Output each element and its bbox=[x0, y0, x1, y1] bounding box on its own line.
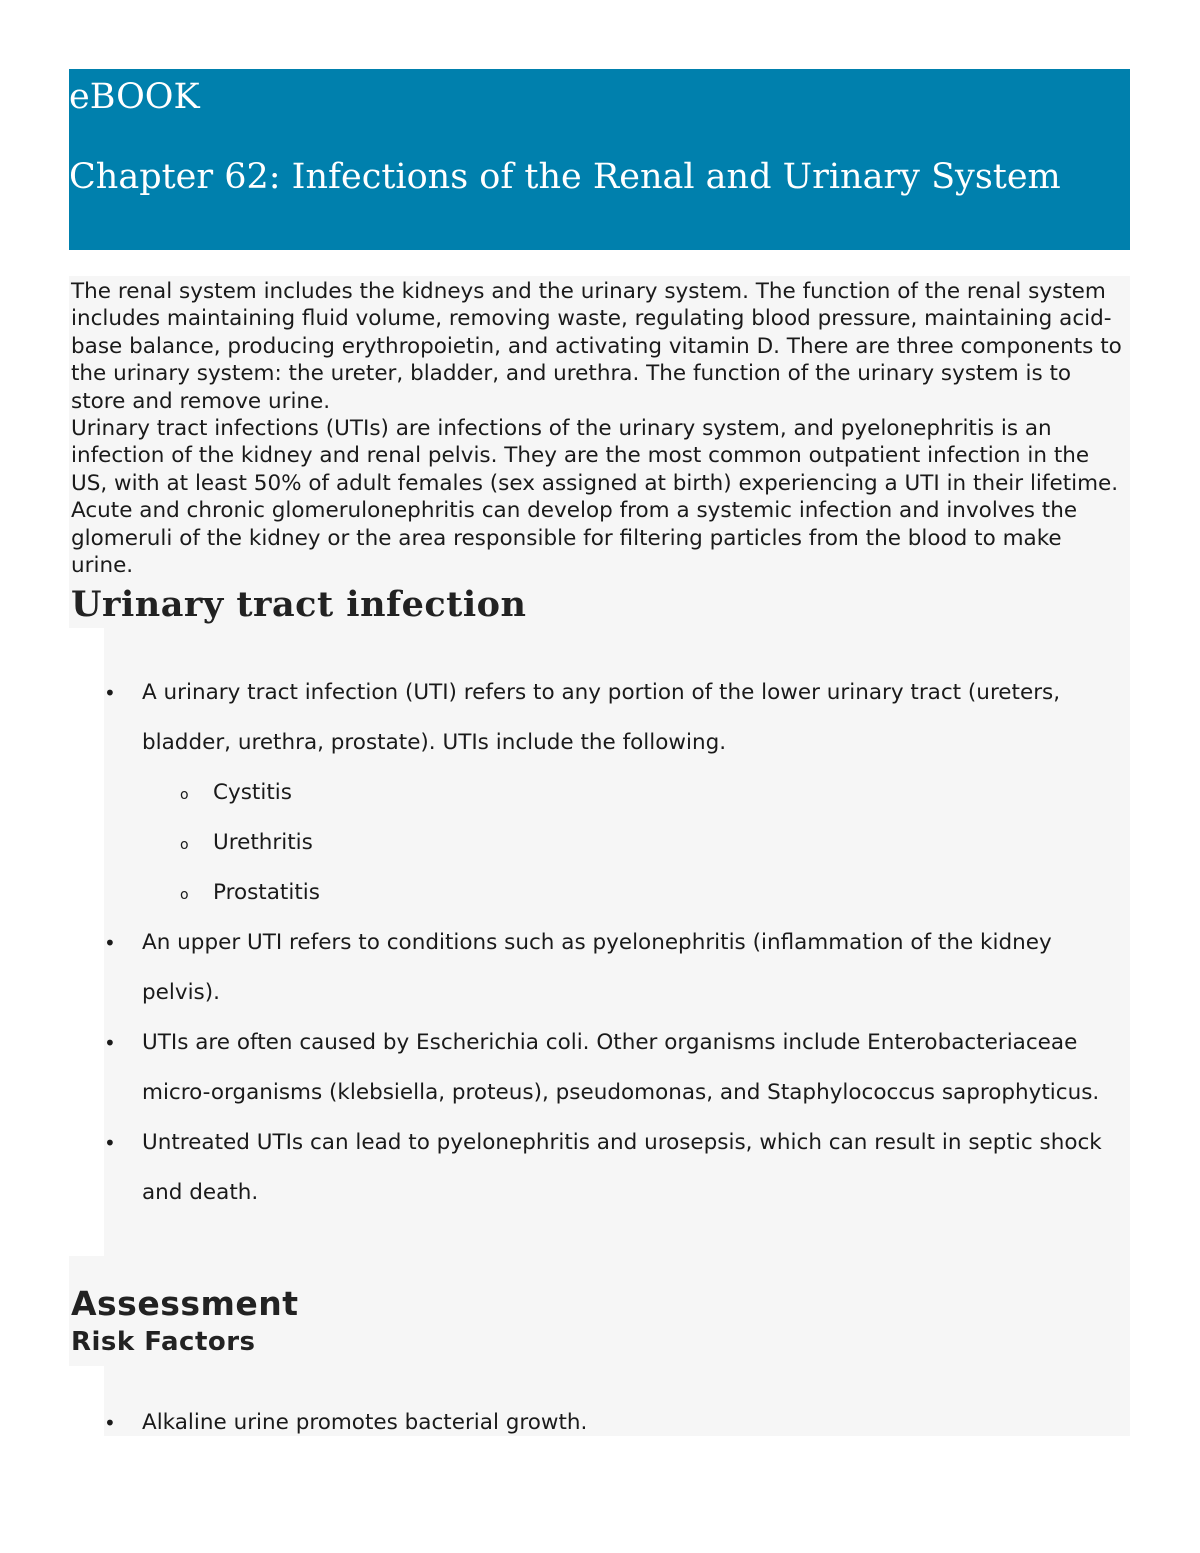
bullet-icon: • bbox=[104, 1411, 116, 1435]
bullet-icon: • bbox=[104, 1131, 116, 1155]
sub-list-item bbox=[180, 818, 1124, 868]
list-item bbox=[104, 1018, 1124, 1118]
list-item bbox=[104, 1398, 1124, 1448]
bullet-icon: • bbox=[104, 1031, 116, 1055]
uti-heading: Urinary tract infection bbox=[71, 584, 527, 625]
bullet-icon: • bbox=[104, 931, 116, 955]
list-item-text: An upper UTI refers to conditions such as pyelonephritis (inflammation of the kidney pelvis). bbox=[142, 930, 1052, 1005]
circle-bullet-icon: o bbox=[180, 837, 189, 853]
sub-list-item bbox=[180, 768, 1124, 818]
list-item bbox=[104, 918, 1124, 1018]
list-item bbox=[104, 1118, 1124, 1218]
ebook-label: eBOOK bbox=[69, 77, 200, 117]
chapter-title: Chapter 62: Infections of the Renal and Urinary System bbox=[69, 157, 1061, 197]
intro-paragraph: The renal system includes the kidneys and the urinary system. The function of the renal system includes maintaining fluid volume, removing waste, regulating blood pressure, maintaining acid-base balance, producing erythropoietin, and activating vitamin D. There are three components to the urinary system: the ureter, bladder, and urethra. The function of the urinary system is to store and remove urine. bbox=[71, 279, 1122, 414]
assessment-heading: Assessment bbox=[71, 1284, 299, 1323]
intro-paragraph: Urinary tract infections (UTIs) are infections of the urinary system, and pyelonephritis is an infection of the kidney and renal pelvis. They are the most common outpatient infection in the US, with at least 50% of adult females (sex assigned at birth) experiencing a UTI in their lifetime. Acute and chronic glomerulonephritis can develop from a systemic infection and involves the glomeruli of the kidney or the area responsible for filtering particles from the blood to make urine. bbox=[71, 416, 1119, 579]
sub-list-item bbox=[180, 868, 1124, 918]
risk-bullet-list bbox=[104, 1398, 1124, 1448]
sub-list-item-text: Cystitis bbox=[213, 780, 292, 805]
bullet-icon: • bbox=[104, 681, 116, 705]
uti-bullet-list bbox=[104, 668, 1124, 1218]
list-item-text: A urinary tract infection (UTI) refers to any portion of the lower urinary tract (ureters, bladder, urethra, prostate). UTIs include the following. bbox=[142, 680, 1061, 755]
list-item-text: Alkaline urine promotes bacterial growth. bbox=[142, 1410, 588, 1435]
sub-list-item-text: Urethritis bbox=[213, 830, 313, 855]
sub-list-item-text: Prostatitis bbox=[213, 880, 320, 905]
list-item-text: UTIs are often caused by Escherichia coli. Other organisms include Enterobacteriaceae micro-organisms (klebsiella, proteus), pseudomonas, and Staphylococcus saprophyticus. bbox=[142, 1030, 1100, 1105]
circle-bullet-icon: o bbox=[180, 887, 189, 903]
uti-sub-list bbox=[142, 768, 1124, 918]
intro-text bbox=[71, 278, 1127, 579]
circle-bullet-icon: o bbox=[180, 787, 189, 803]
list-item bbox=[104, 668, 1124, 918]
list-item-text: Untreated UTIs can lead to pyelonephritis and urosepsis, which can result in septic shock and death. bbox=[142, 1130, 1102, 1205]
risk-factors-heading: Risk Factors bbox=[71, 1327, 256, 1357]
